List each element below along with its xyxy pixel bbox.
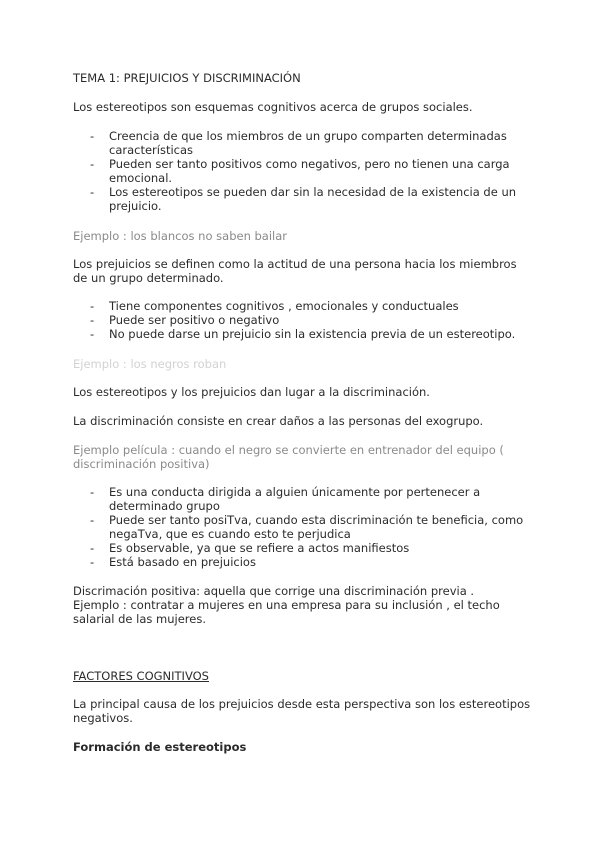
list-item: - Es una conducta dirigida a alguien únicamente por pertenecer a determinado grupo bbox=[73, 485, 533, 513]
paragraph-stereotypes: Los estereotipos son esquemas cognitivos acerca de grupos sociales. bbox=[73, 100, 473, 114]
list-discrimination bbox=[73, 485, 533, 569]
paragraph-prejudices: Los prejuicios se definen como la actitud de una persona hacia los miembros de un grupo determinado. bbox=[73, 257, 517, 285]
list-item: - Pueden ser tanto positivos como negativos, pero no tienen una carga emocional. bbox=[73, 157, 533, 185]
paragraph-discrimination-origin: Los estereotipos y los prejuicios dan lugar a la discriminación. bbox=[73, 385, 430, 399]
example-3: Ejemplo película : cuando el negro se convierte en entrenador del equipo ( discriminación positiva) bbox=[73, 443, 504, 471]
list-item: - Tiene componentes cognitivos , emocionales y conductuales bbox=[73, 299, 533, 313]
list-stereotypes bbox=[73, 129, 533, 213]
paragraph-cognitive-factors: La principal causa de los prejuicios desde esta perspectiva son los estereotipos negativos. bbox=[73, 697, 531, 725]
list-item: - Es observable, ya que se refiere a actos manifiestos bbox=[73, 541, 533, 555]
list-item: - Puede ser positivo o negativo bbox=[73, 313, 533, 327]
positive-discrimination-definition: Discrimación positiva: aquella que corrige una discriminación previa . bbox=[73, 584, 475, 598]
section-heading-cognitive-factors: FACTORES COGNITIVOS bbox=[73, 669, 209, 683]
list-item: - Está basado en prejuicios bbox=[73, 555, 533, 569]
subheading-stereotype-formation: Formación de estereotipos bbox=[73, 740, 247, 754]
list-item: - No puede darse un prejuicio sin la existencia previa de un estereotipo. bbox=[73, 327, 533, 341]
example-2: Ejemplo : los negros roban bbox=[73, 357, 227, 371]
paragraph-discrimination-definition: La discriminación consiste en crear daños a las personas del exogrupo. bbox=[73, 414, 484, 428]
list-item: - Creencia de que los miembros de un grupo comparten determinadas características bbox=[73, 129, 533, 157]
positive-discrimination-example: Ejemplo : contratar a mujeres en una empresa para su inclusión , el techo salarial de las mujeres. bbox=[73, 598, 500, 626]
list-item: - Puede ser tanto posiTva, cuando esta discriminación te beneficia, como negaTva, que es cuando esto te perjudica bbox=[73, 513, 533, 541]
list-prejudices bbox=[73, 299, 533, 341]
document-title: TEMA 1: PREJUICIOS Y DISCRIMINACIÓN bbox=[73, 71, 301, 85]
paragraph-positive-discrimination bbox=[73, 584, 533, 626]
example-1: Ejemplo : los blancos no saben bailar bbox=[73, 229, 288, 243]
list-item: - Los estereotipos se pueden dar sin la necesidad de la existencia de un prejuicio. bbox=[73, 185, 533, 213]
